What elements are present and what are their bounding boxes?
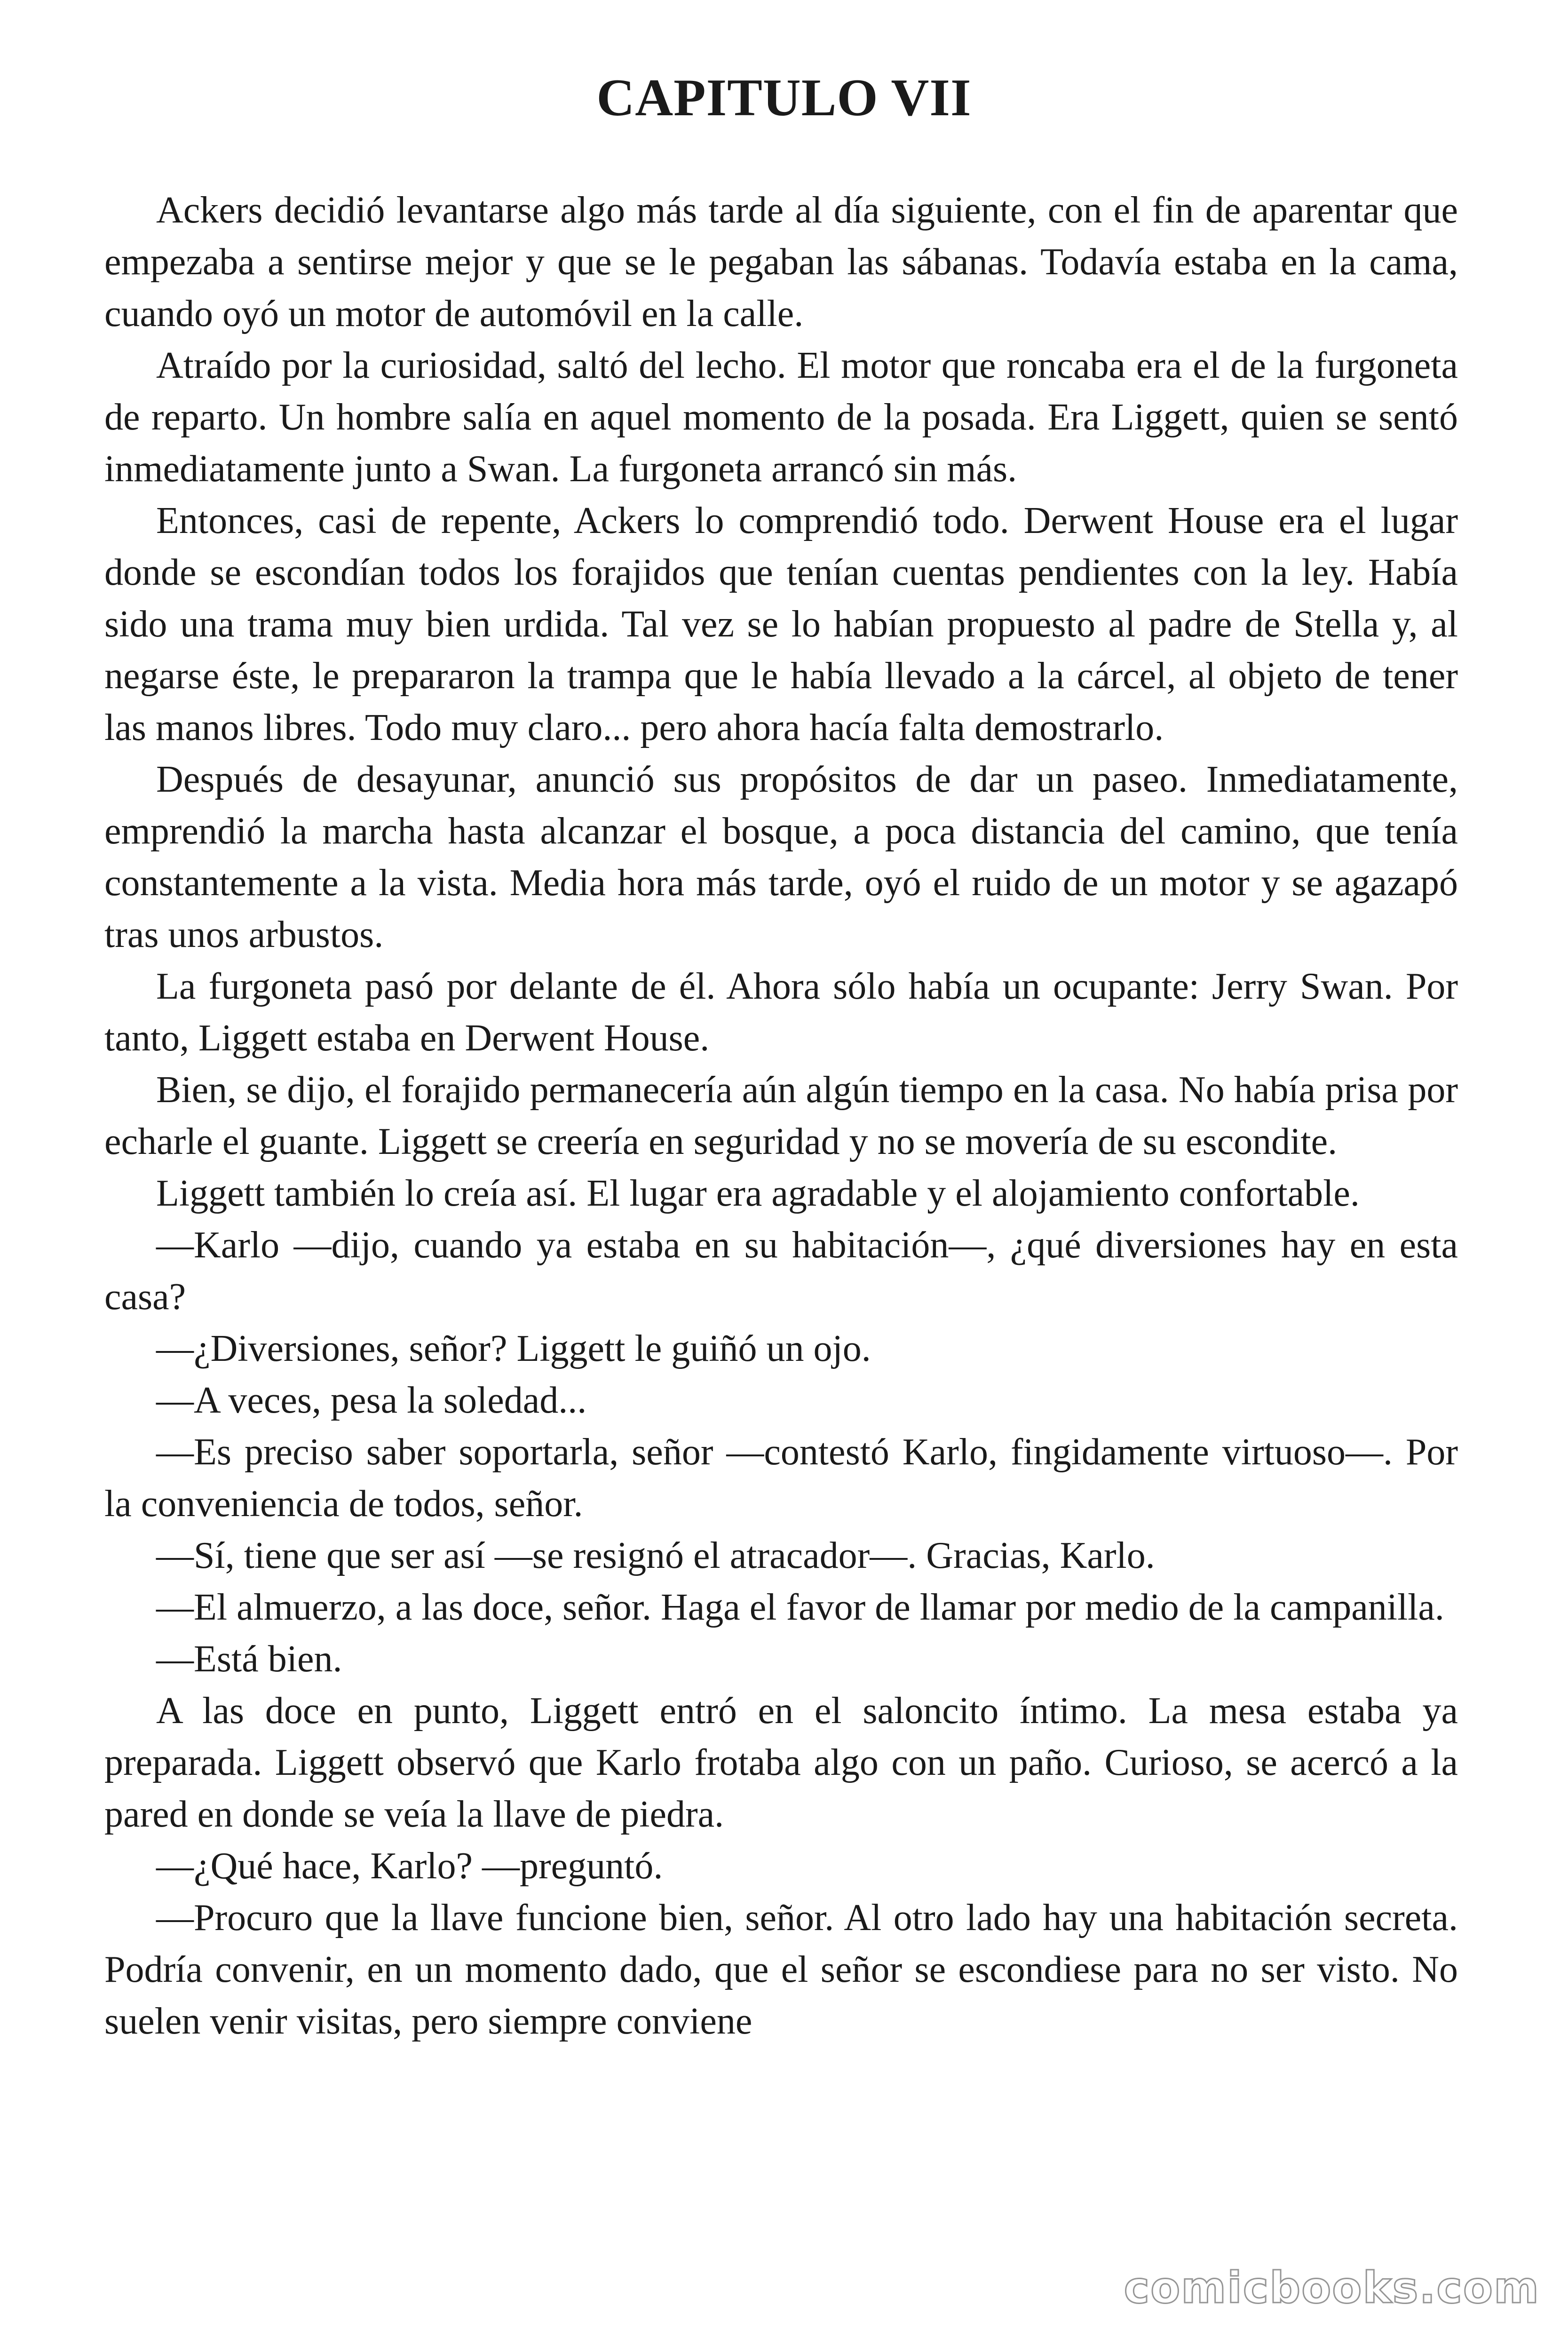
site-watermark: comicbooks.com xyxy=(1124,2263,1540,2313)
paragraph: —Es preciso saber soportarla, señor —contestó Karlo, fingidamente virtuoso—. Por la conveniencia de todos, señor. xyxy=(104,1431,1458,1525)
paragraph: —El almuerzo, a las doce, señor. Haga el favor de llamar por medio de la campanilla. xyxy=(156,1587,1444,1628)
paragraph: —Está bien. xyxy=(156,1638,342,1680)
chapter-body xyxy=(104,184,1458,2047)
paragraph: Bien, se dijo, el forajido permanecería aún algún tiempo en la casa. No había prisa por echarle el guante. Liggett se creería en seguridad y no se movería de su escondite. xyxy=(104,1069,1458,1162)
paragraph: A las doce en punto, Liggett entró en el saloncito íntimo. La mesa estaba ya preparada. Liggett observó que Karlo frotaba algo con un paño. Curioso, se acercó a la pared en donde se veía la llave de piedra. xyxy=(104,1690,1458,1835)
paragraph: —Sí, tiene que ser así —se resignó el atracador—. Gracias, Karlo. xyxy=(156,1535,1155,1576)
paragraph: Ackers decidió levantarse algo más tarde al día siguiente, con el fin de aparentar que empezaba a sentirse mejor y que se le pegaban las sábanas. Todavía estaba en la cama, cuando oyó un motor de automóvil en la calle. xyxy=(104,190,1458,334)
paragraph: —A veces, pesa la soledad... xyxy=(156,1380,587,1421)
paragraph: —¿Qué hace, Karlo? —preguntó. xyxy=(156,1845,663,1887)
paragraph: —¿Diversiones, señor? Liggett le guiñó un ojo. xyxy=(156,1328,871,1369)
paragraph: —Karlo —dijo, cuando ya estaba en su habitación—, ¿qué diversiones hay en esta casa? xyxy=(104,1224,1458,1318)
paragraph: Entonces, casi de repente, Ackers lo comprendió todo. Derwent House era el lugar donde se escondían todos los forajidos que tenían cuentas pendientes con la ley. Había sido una trama muy bien urdida. Tal vez se lo habían propuesto al padre de Stella y, al negarse éste, le prepararon la trampa que le había llevado a la cárcel, al objeto de tener las manos libres. Todo muy claro... pero ahora hacía falta demostrarlo. xyxy=(104,500,1458,748)
chapter-title: CAPITULO VII xyxy=(596,69,972,127)
paragraph: —Procuro que la llave funcione bien, señor. Al otro lado hay una habitación secreta. Podría convenir, en un momento dado, que el señor se escondiese para no ser visto. No suelen venir visitas, pero siempre conviene xyxy=(104,1897,1458,2042)
paragraph: Liggett también lo creía así. El lugar era agradable y el alojamiento confortable. xyxy=(156,1173,1360,1214)
paragraph: Atraído por la curiosidad, saltó del lecho. El motor que roncaba era el de la furgoneta de reparto. Un hombre salía en aquel momento de la posada. Era Liggett, quien se sentó inmediatamente junto a Swan. La furgoneta arrancó sin más. xyxy=(104,345,1458,490)
paragraph: La furgoneta pasó por delante de él. Ahora sólo había un ocupante: Jerry Swan. Por tanto, Liggett estaba en Derwent House. xyxy=(104,966,1458,1059)
paragraph: Después de desayunar, anunció sus propósitos de dar un paseo. Inmediatamente, emprendió la marcha hasta alcanzar el bosque, a poca distancia del camino, que tenía constantemente a la vista. Media hora más tarde, oyó el ruido de un motor y se agazapó tras unos arbustos. xyxy=(104,759,1458,955)
